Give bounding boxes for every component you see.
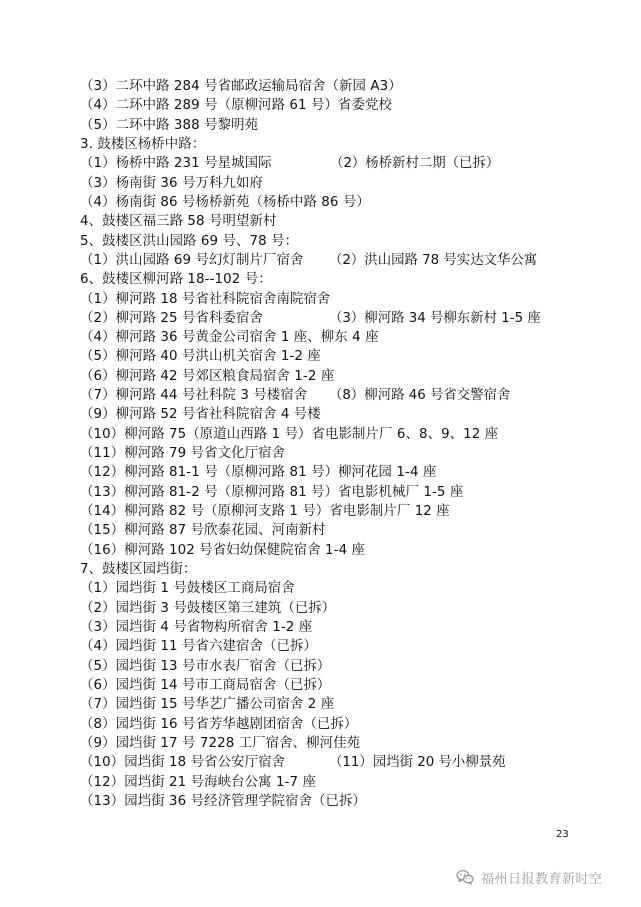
- text-line-second-column: （8）柳河路 46 号省交警宿舍: [329, 388, 511, 404]
- watermark-text: 福州日报教育新时空: [481, 871, 603, 887]
- text-line: （6）柳河路 42 号郊区粮食局宿舍 1-2 座: [80, 368, 335, 384]
- text-line: （1）杨桥中路 231 号星城国际: [80, 156, 272, 172]
- text-line: （10）园垱街 18 号省公安厅宿舍: [80, 755, 286, 771]
- watermark: [455, 865, 603, 889]
- text-line: （15）柳河路 87 号欣泰花园、河南新村: [80, 523, 326, 539]
- text-line: 3. 鼓楼区杨桥中路：: [80, 136, 206, 152]
- text-line: （5）柳河路 40 号洪山机关宿舍 1-2 座: [80, 349, 321, 365]
- text-line: （13）园垱街 36 号经济管理学院宿舍（已拆）: [80, 793, 367, 809]
- text-line: （3）园垱街 4 号省物构所宿舍 1-2 座: [80, 619, 313, 635]
- text-line: （4）园垱街 11 号省六建宿舍（已拆）: [80, 639, 317, 655]
- text-line: （4）杨南街 86 号杨桥新苑（杨桥中路 86 号）: [80, 194, 370, 210]
- wechat-icon: [455, 867, 475, 887]
- text-line-second-column: （2）杨桥新村二期（已拆）: [330, 156, 500, 172]
- text-line: （1）洪山园路 69 号幻灯制片厂宿舍: [80, 252, 304, 268]
- text-line-second-column: （2）洪山园路 78 号实达文华公寓: [329, 252, 538, 268]
- text-line: （1）柳河路 18 号省社科院宿舍南院宿舍: [80, 291, 331, 307]
- text-line: （3）杨南街 36 号万科九如府: [80, 175, 263, 191]
- text-line: （8）园垱街 16 号省芳华越剧团宿舍（已拆）: [80, 716, 358, 732]
- text-line: （11）柳河路 79 号省文化厅宿舍: [80, 446, 286, 462]
- text-line: （4）柳河路 36 号黄金公司宿舍 1 座、柳东 4 座: [80, 330, 379, 346]
- text-line: （12）柳河路 81-1 号（原柳河路 81 号）柳河花园 1-4 座: [80, 465, 437, 481]
- text-line: （7）园垱街 15 号华艺广播公司宿舍 2 座: [80, 697, 335, 713]
- text-line: 5、鼓楼区洪山园路 69 号、78 号：: [80, 233, 299, 249]
- text-line: （16）柳河路 102 号省妇幼保健院宿舍 1-4 座: [80, 542, 366, 558]
- text-line: （5）园垱街 13 号市水表厂宿舍（已拆）: [80, 658, 331, 674]
- text-line: （14）柳河路 82 号（原柳河支路 1 号）省电影制片厂 12 座: [80, 504, 450, 520]
- text-line: （7）柳河路 44 号社科院 3 号楼宿舍: [80, 388, 308, 404]
- text-line: （3）二环中路 284 号省邮政运输局宿舍（新园 A3）: [80, 79, 402, 94]
- text-line: （1）园垱街 1 号鼓楼区工商局宿舍: [80, 581, 295, 597]
- text-line: （5）二环中路 388 号黎明苑: [80, 117, 259, 133]
- text-line: 7、鼓楼区园垱街：: [80, 562, 197, 577]
- text-line: （6）园垱街 14 号市工商局宿舍（已拆）: [80, 677, 331, 693]
- text-line: （9）园垱街 17 号 7228 工厂宿舍、柳河佳苑: [80, 735, 361, 751]
- text-line: （13）柳河路 81-2 号（原柳河路 81 号）省电影机械厂 1-5 座: [80, 484, 464, 500]
- text-line: （12）园垱街 21 号海峡台公寓 1-7 座: [80, 774, 316, 790]
- text-line: 4、鼓楼区福三路 58 号明望新村: [80, 214, 277, 230]
- text-line: （2）园垱街 3 号鼓楼区第三建筑（已拆）: [80, 600, 336, 616]
- text-line-second-column: （11）园垱街 20 号小柳景苑: [329, 755, 506, 771]
- page-number: 23: [556, 829, 569, 840]
- text-line: （9）柳河路 52 号省社科院宿舍 4 号楼: [80, 407, 321, 423]
- text-line-second-column: （3）柳河路 34 号柳东新村 1-5 座: [329, 310, 541, 326]
- text-line: （2）柳河路 25 号省科委宿舍: [80, 310, 263, 326]
- text-line: （10）柳河路 75（原道山西路 1 号）省电影制片厂 6、8、9、12 座: [80, 426, 499, 442]
- text-line: 6、鼓楼区柳河路 18--102 号：: [80, 272, 272, 288]
- text-line: （4）二环中路 289 号（原柳河路 61 号）省委党校: [80, 98, 392, 114]
